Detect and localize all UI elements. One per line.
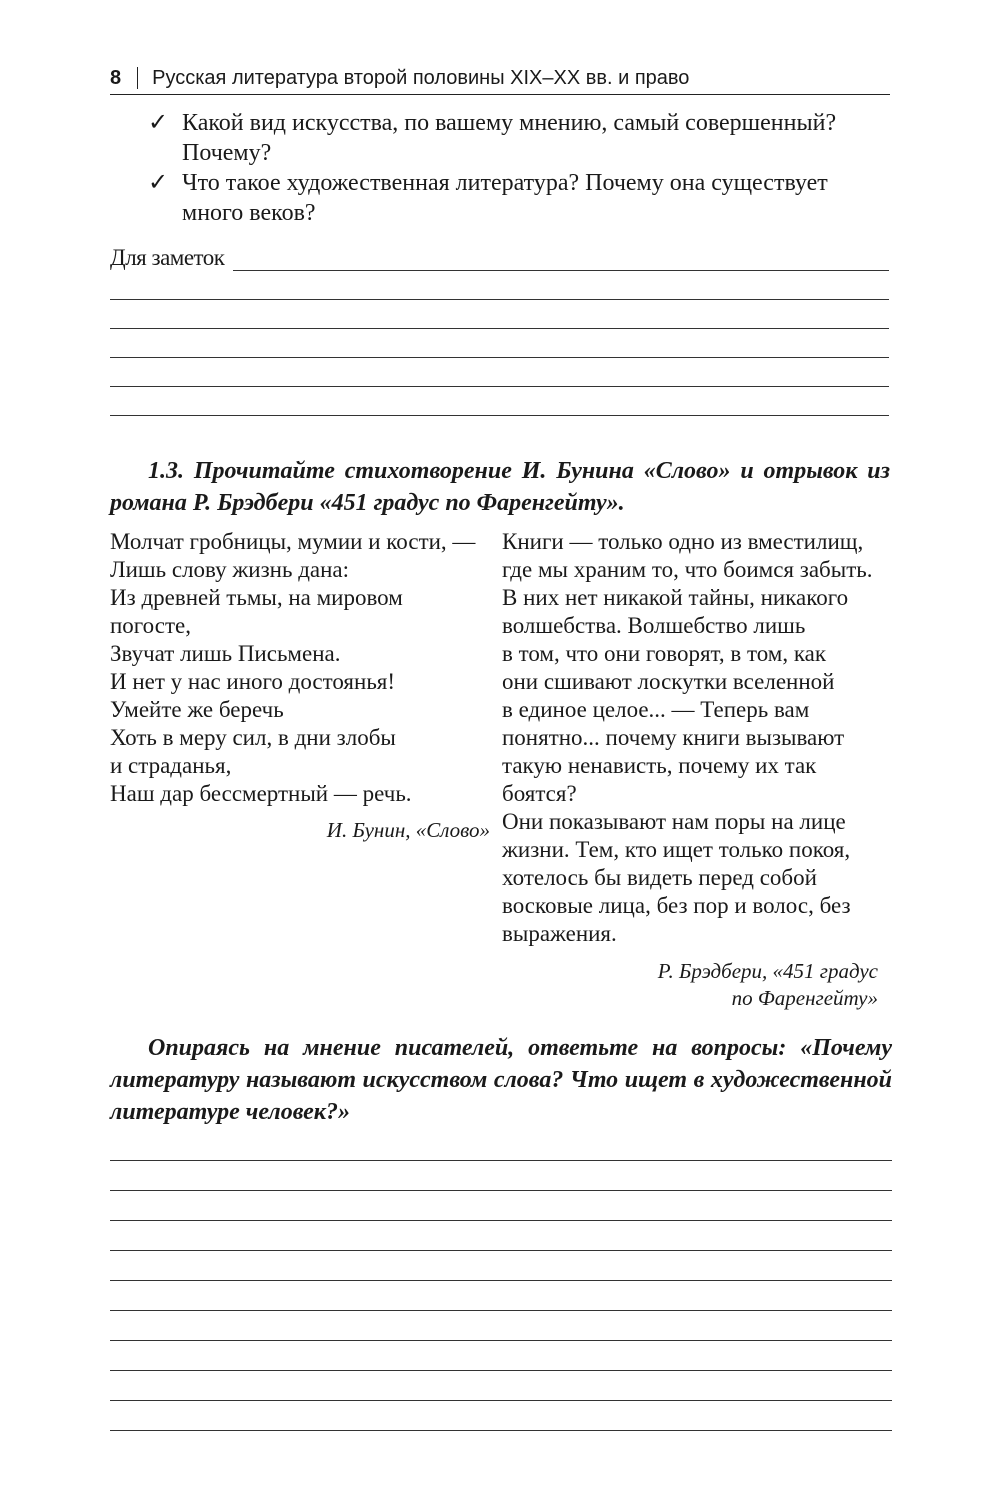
answer-line[interactable] — [110, 1340, 892, 1341]
answer-line[interactable] — [110, 1310, 892, 1311]
checkmark-icon: ✓ — [148, 110, 169, 136]
notes-line[interactable] — [233, 270, 889, 271]
poem-column — [110, 528, 495, 808]
prose-line: В них нет никакой тайны, никакого — [502, 585, 849, 610]
notes-line[interactable] — [110, 299, 889, 300]
page-number: 8 — [110, 66, 122, 89]
poem-line: Молчат гробницы, мумии и кости, — — [110, 529, 476, 554]
poem-line: Хоть в меру сил, в дни злобы — [110, 725, 396, 750]
answer-line[interactable] — [110, 1160, 892, 1161]
prose-line: выражения. — [502, 921, 617, 946]
task-heading: 1.3. Прочитайте стихотворение И. Бунина «Слово» и отрывок из романа Р. Брэдбери «451 градус по Фаренгейту». — [110, 458, 890, 516]
notes-line[interactable] — [110, 357, 889, 358]
question-text: много веков? — [182, 200, 316, 226]
prose-line: в том, что они говорят, в том, как — [502, 641, 827, 666]
checkmark-icon: ✓ — [148, 170, 169, 196]
question-text: Почему? — [182, 140, 272, 166]
running-header — [110, 62, 890, 95]
prose-line: где мы храним то, что боимся забыть. — [502, 557, 873, 582]
prose-line: волшебства. Волшебство лишь — [502, 613, 806, 638]
prose-line: хотелось бы видеть перед собой — [502, 865, 817, 890]
question-text: Что такое художественная литература? Почему она существует — [182, 170, 828, 196]
prose-attribution — [502, 958, 878, 1012]
poem-attribution: И. Бунин, «Слово» — [326, 818, 490, 842]
answer-line[interactable] — [110, 1280, 892, 1281]
answer-line[interactable] — [110, 1370, 892, 1371]
prose-line: Книги — только одно из вместилищ, — [502, 529, 864, 554]
poem-line: Умейте же беречь — [110, 697, 284, 722]
running-title: Русская литература второй половины XIX–XX вв. и право — [152, 66, 690, 89]
answer-line[interactable] — [110, 1250, 892, 1251]
notes-line[interactable] — [110, 328, 889, 329]
notes-line[interactable] — [110, 415, 889, 416]
poem-line: Из древней тьмы, на мировом — [110, 585, 403, 610]
answer-line[interactable] — [110, 1400, 892, 1401]
poem-line: Звучат лишь Письмена. — [110, 641, 341, 666]
prose-line: боятся? — [502, 781, 577, 806]
poem-line: Лишь слову жизнь дана: — [110, 557, 350, 582]
prose-line: восковые лица, без пор и волос, без — [502, 893, 851, 918]
question-text: Какой вид искусства, по вашему мнению, самый совершенный? — [182, 110, 837, 136]
prose-line: в единое целое... — Теперь вам — [502, 697, 810, 722]
notes-line[interactable] — [110, 386, 889, 387]
prose-attribution-line: по Фаренгейту» — [731, 986, 878, 1010]
poem-line: погосте, — [110, 613, 191, 638]
prose-line: они сшивают лоскутки вселенной — [502, 669, 835, 694]
question-list — [148, 108, 893, 228]
poem-line: И нет у нас иного достоянья! — [110, 669, 396, 694]
question-item — [148, 168, 893, 228]
notes-label: Для заметок — [110, 245, 225, 270]
prose-line: такую ненависть, почему их так — [502, 753, 817, 778]
answer-prompt: Опираясь на мнение писателей, ответьте на вопросы: «Почему литературу называют искусством слова? Что ищет в художественной литературе человек?» — [110, 1035, 892, 1125]
answer-line[interactable] — [110, 1430, 892, 1431]
poem-line: Наш дар бессмертный — речь. — [110, 781, 412, 806]
question-item — [148, 108, 893, 168]
header-separator — [137, 67, 138, 89]
answer-line[interactable] — [110, 1190, 892, 1191]
prose-line: понятно... почему книги вызывают — [502, 725, 845, 750]
prose-column — [502, 528, 892, 948]
prose-line: жизни. Тем, кто ищет только покоя, — [502, 837, 851, 862]
prose-line: Они показывают нам поры на лице — [502, 809, 846, 834]
poem-line: и страданья, — [110, 753, 232, 778]
answer-line[interactable] — [110, 1220, 892, 1221]
prose-attribution-line: Р. Брэдбери, «451 градус — [657, 959, 878, 983]
